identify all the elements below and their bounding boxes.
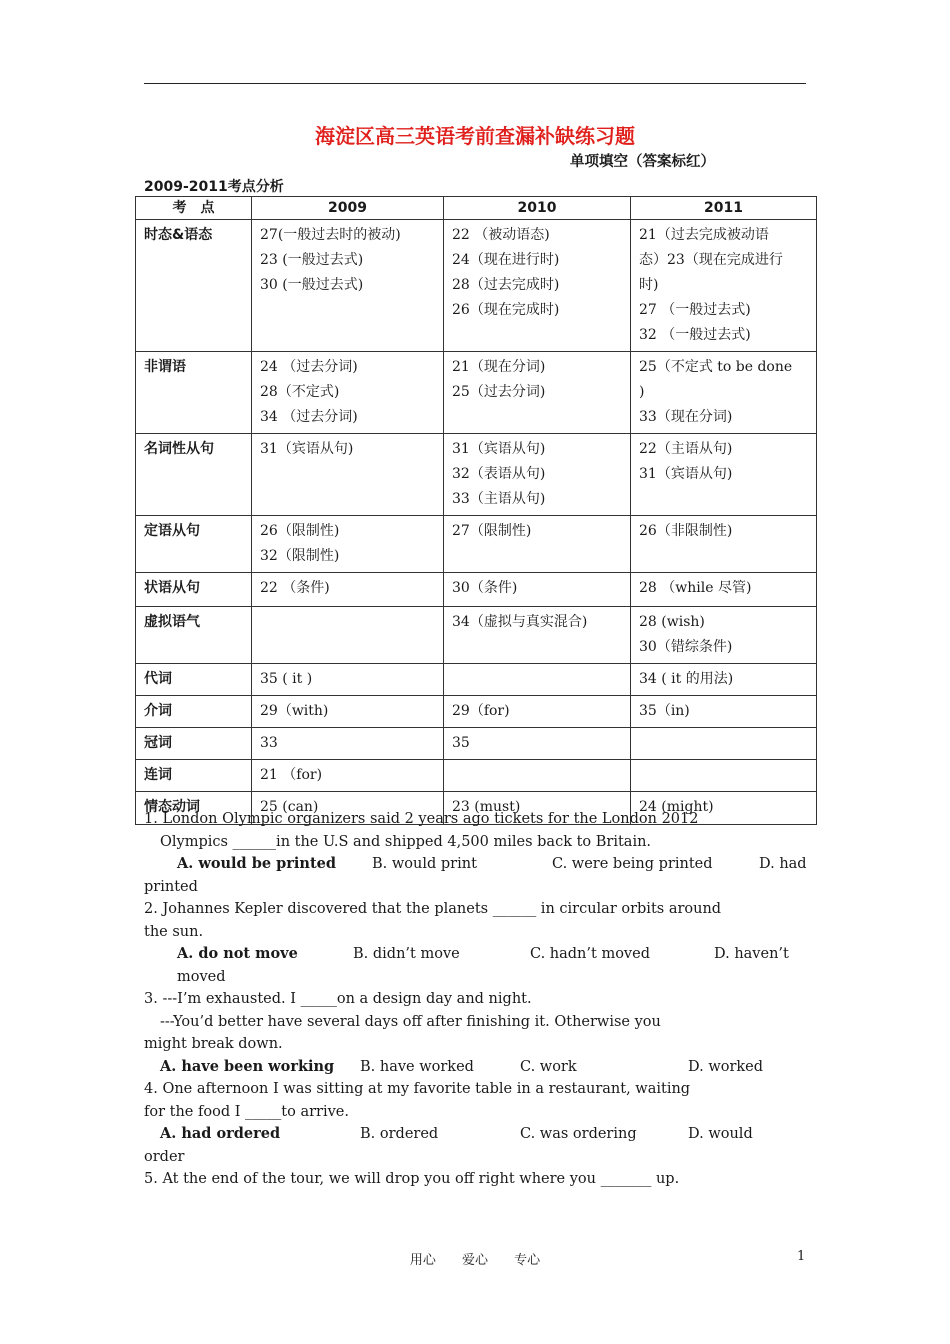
cell-line: 30（条件): [452, 580, 518, 596]
cell-line: 26（限制性): [260, 523, 340, 539]
cell-line: 时): [639, 277, 659, 293]
question-options: [144, 1123, 808, 1146]
cell-line: 25 (can): [260, 799, 319, 815]
year-cell-2010: [444, 516, 631, 573]
year-cell-2011: [631, 573, 817, 607]
year-cell-2010: [444, 434, 631, 516]
cell-line: 21 （for): [260, 767, 323, 783]
question-item: [144, 808, 808, 898]
page-number: 1: [797, 1249, 806, 1264]
cell-line: 31（宾语从句): [452, 441, 546, 457]
exam-points-table: [135, 196, 817, 825]
year-cell-2010: [444, 664, 631, 696]
year-cell-2010: [444, 352, 631, 434]
cell-line: 33: [260, 735, 278, 751]
table-row: [136, 220, 817, 352]
option: D. haven’t: [714, 946, 789, 962]
year-cell-2009: [252, 728, 444, 760]
table-row: [136, 607, 817, 664]
topic-cell: 非谓语: [136, 352, 252, 434]
option-wrap-line: moved: [177, 968, 226, 985]
question-stem-line: 3. ---I’m exhausted. I _____on a design day and night.: [144, 991, 532, 1007]
topic-cell: 冠词: [136, 728, 252, 760]
cell-line: 21（现在分词): [452, 359, 546, 375]
question-stem-line: the sun.: [144, 923, 204, 940]
year-cell-2010: [444, 573, 631, 607]
header-2010: 2010: [444, 197, 631, 220]
question-stem-line: 2. Johannes Kepler discovered that the planets ______ in circular orbits around: [144, 901, 722, 917]
page-title: 海淀区高三英语考前查漏补缺练习题: [315, 124, 635, 148]
option-wrap-line: order: [144, 1148, 185, 1165]
cell-line: ): [639, 384, 645, 400]
cell-line: 35: [452, 735, 470, 751]
page-subtitle: 单项填空（答案标红）: [570, 154, 715, 170]
cell-line: 32 （一般过去式): [639, 327, 751, 343]
year-cell-2011: [631, 352, 817, 434]
question-stem-line: for the food I _____to arrive.: [144, 1103, 349, 1120]
question-options: [144, 853, 808, 876]
year-cell-2011: [631, 760, 817, 792]
cell-line: 25（过去分词): [452, 384, 546, 400]
question-stem-line: 5. At the end of the tour, we will drop you off right where you _______ up.: [144, 1171, 680, 1187]
cell-line: 态）23（现在完成进行: [639, 252, 783, 268]
cell-line: 32（限制性): [260, 548, 340, 564]
analysis-section-label: 2009-2011考点分析: [144, 179, 284, 195]
year-cell-2009: [252, 516, 444, 573]
page-footer: 用心 爱心 专心: [409, 1253, 541, 1268]
option: B. ordered: [360, 1126, 439, 1142]
year-cell-2009: [252, 434, 444, 516]
answer-option: A. had ordered: [160, 1125, 281, 1142]
cell-line: 24 （过去分词): [260, 359, 358, 375]
year-cell-2010: [444, 728, 631, 760]
year-cell-2009: [252, 696, 444, 728]
question-item: [144, 898, 808, 988]
cell-line: 22 （条件): [260, 580, 330, 596]
table-header-row: [136, 197, 817, 220]
cell-line: 24 (might): [639, 799, 714, 815]
answer-option: A. do not move: [177, 945, 298, 962]
cell-line: 28（不定式): [260, 384, 340, 400]
cell-line: 28 （while 尽管): [639, 580, 752, 596]
header-2011: 2011: [631, 197, 817, 220]
cell-line: 25（不定式 to be done: [639, 359, 793, 375]
cell-line: 22 （被动语态): [452, 227, 550, 243]
year-cell-2011: [631, 220, 817, 352]
topic-cell: 情态动词: [136, 792, 252, 825]
cell-line: 35 ( it ): [260, 671, 313, 687]
topic-cell: 虚拟语气: [136, 607, 252, 664]
question-item: [144, 988, 808, 1078]
table-row: [136, 434, 817, 516]
topic-cell: 连词: [136, 760, 252, 792]
option: C. were being printed: [552, 856, 713, 872]
cell-line: 33（现在分词): [639, 409, 733, 425]
year-cell-2010: [444, 696, 631, 728]
cell-line: 23 (一般过去式): [260, 252, 364, 268]
cell-line: 34 ( it 的用法): [639, 671, 734, 687]
year-cell-2009: [252, 607, 444, 664]
option: D. worked: [688, 1058, 764, 1075]
year-cell-2009: [252, 664, 444, 696]
topic-cell: 时态&语态: [136, 220, 252, 352]
year-cell-2011: [631, 728, 817, 760]
cell-line: 29（with): [260, 703, 329, 719]
header-topic: 考 点: [136, 197, 252, 220]
answer-option: A. would be printed: [177, 855, 337, 872]
year-cell-2010: [444, 607, 631, 664]
question-stem-line: 4. One afternoon I was sitting at my favorite table in a restaurant, waiting: [144, 1081, 691, 1097]
year-cell-2011: [631, 607, 817, 664]
table-row: [136, 760, 817, 792]
table-row: [136, 352, 817, 434]
cell-line: 26（现在完成时): [452, 302, 560, 318]
topic-cell: 代词: [136, 664, 252, 696]
question-item: [144, 1078, 808, 1168]
questions-section: [144, 808, 808, 1191]
option: B. didn’t move: [353, 946, 460, 962]
topic-cell: 状语从句: [136, 573, 252, 607]
question-stem-line: might break down.: [144, 1036, 283, 1052]
cell-line: 31（宾语从句): [260, 441, 354, 457]
option: C. was ordering: [520, 1126, 637, 1142]
table-row: [136, 728, 817, 760]
question-item: [144, 1168, 808, 1191]
topic-cell: 名词性从句: [136, 434, 252, 516]
header-rule: [144, 83, 806, 84]
year-cell-2010: [444, 220, 631, 352]
topic-cell: 定语从句: [136, 516, 252, 573]
year-cell-2011: [631, 434, 817, 516]
question-options: [144, 1056, 808, 1079]
cell-line: 35（in): [639, 703, 690, 719]
year-cell-2010: [444, 760, 631, 792]
year-cell-2009: [252, 573, 444, 607]
option-wrap-line: printed: [144, 878, 198, 895]
table-row: [136, 664, 817, 696]
cell-line: 21（过去完成被动语: [639, 227, 769, 243]
year-cell-2009: [252, 352, 444, 434]
cell-line: 22（主语从句): [639, 441, 733, 457]
question-options: [144, 943, 808, 966]
cell-line: 24（现在进行时): [452, 252, 560, 268]
cell-line: 28（过去完成时): [452, 277, 560, 293]
option: B. have worked: [360, 1058, 474, 1075]
cell-line: 34 （过去分词): [260, 409, 358, 425]
cell-line: 29（for): [452, 703, 510, 719]
option: C. work: [520, 1058, 577, 1075]
cell-line: 30 (一般过去式): [260, 277, 364, 293]
option: B. would print: [372, 856, 477, 872]
cell-line: 34（虚拟与真实混合): [452, 614, 588, 630]
question-stem-line: ---You’d better have several days off after finishing it. Otherwise you: [160, 1013, 661, 1030]
year-cell-2009: [252, 760, 444, 792]
table-row: [136, 573, 817, 607]
option: D. had: [759, 856, 807, 872]
topic-cell: 介词: [136, 696, 252, 728]
cell-line: 23 (must): [452, 799, 521, 815]
cell-line: 27 （一般过去式): [639, 302, 751, 318]
cell-line: 27（限制性): [452, 523, 532, 539]
table-row: [136, 696, 817, 728]
answer-option: A. have been working: [160, 1057, 335, 1075]
question-stem-line: 1. London Olympic organizers said 2 years ago tickets for the London 2012: [144, 811, 699, 827]
option: D. would: [688, 1126, 753, 1142]
cell-line: 30（错综条件): [639, 639, 733, 655]
table-row: [136, 516, 817, 573]
option: C. hadn’t moved: [530, 946, 650, 962]
header-2009: 2009: [252, 197, 444, 220]
question-stem-line: Olympics ______in the U.S and shipped 4,500 miles back to Britain.: [160, 833, 652, 850]
cell-line: 32（表语从句): [452, 466, 546, 482]
year-cell-2011: [631, 696, 817, 728]
cell-line: 33（主语从句): [452, 491, 546, 507]
year-cell-2011: [631, 516, 817, 573]
cell-line: 28 (wish): [639, 614, 705, 630]
cell-line: 31（宾语从句): [639, 466, 733, 482]
year-cell-2009: [252, 220, 444, 352]
cell-line: 26（非限制性): [639, 523, 733, 539]
cell-line: 27(一般过去时的被动): [260, 227, 401, 243]
year-cell-2011: [631, 664, 817, 696]
